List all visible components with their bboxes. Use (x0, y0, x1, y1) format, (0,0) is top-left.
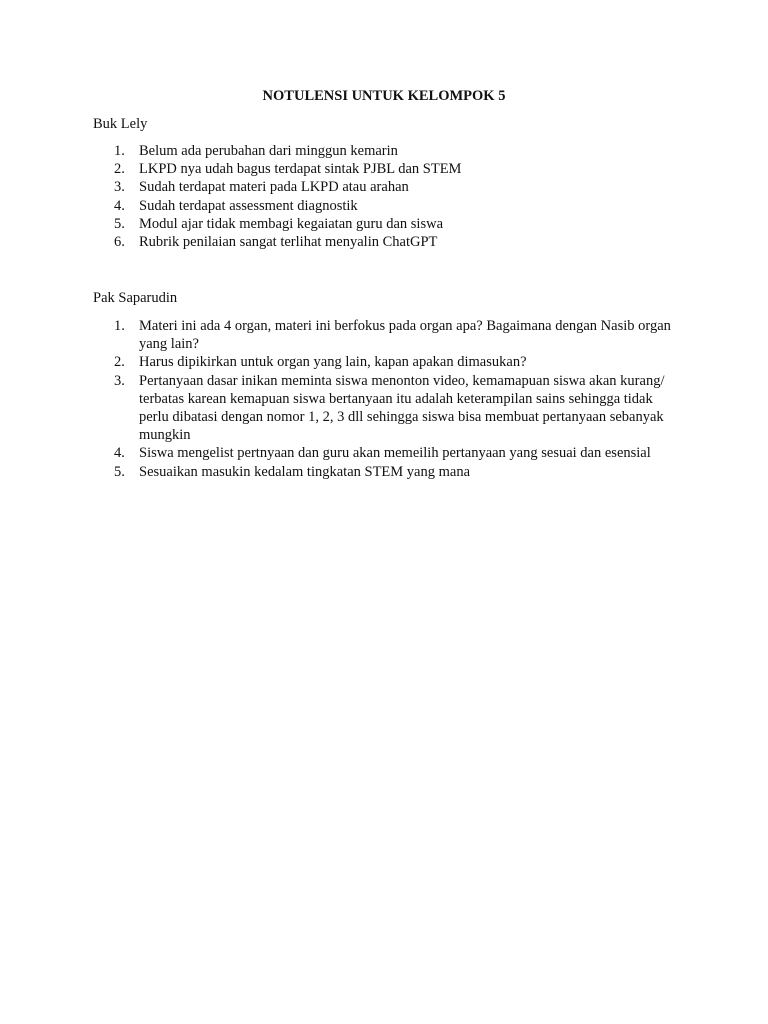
list-item (93, 178, 683, 196)
document-title: NOTULENSI UNTUK KELOMPOK 5 (262, 88, 506, 104)
notes-list-buk-lely (93, 142, 683, 251)
list-item-number: 2. (114, 354, 125, 371)
list-item-number: 4. (114, 445, 125, 462)
list-item (93, 197, 683, 215)
speaker-heading-buk-lely: Buk Lely (93, 116, 148, 132)
list-item (93, 463, 683, 481)
list-item (93, 317, 683, 353)
list-item-number: 3. (114, 179, 125, 196)
list-item-number: 5. (114, 215, 125, 232)
list-item-number: 1. (114, 143, 125, 159)
list-item-text: Sudah terdapat materi pada LKPD atau arahan (139, 179, 409, 196)
list-item-text: Materi ini ada 4 organ, materi ini berfokus pada organ apa? Bagaimana dengan Nasib organ yang lain? (139, 318, 671, 353)
list-item-number: 4. (114, 197, 125, 214)
list-item (93, 353, 683, 371)
notes-list-pak-saparudin (93, 317, 683, 481)
list-item-text: Belum ada perubahan dari minggun kemarin (139, 143, 398, 159)
list-item (93, 215, 683, 233)
list-item (93, 160, 683, 178)
list-item-text: Harus dipikirkan untuk organ yang lain, kapan apakan dimasukan? (139, 354, 527, 371)
list-item-number: 6. (114, 234, 125, 251)
speaker-heading-pak-saparudin: Pak Saparudin (93, 290, 178, 306)
list-item-text: Sudah terdapat assessment diagnostik (139, 197, 358, 214)
list-item (93, 233, 683, 251)
list-item (93, 444, 683, 462)
list-item-text: Siswa mengelist pertnyaan dan guru akan memeilih pertanyaan yang sesuai dan esensial (139, 445, 651, 462)
list-item-text: LKPD nya udah bagus terdapat sintak PJBL dan STEM (139, 161, 462, 178)
list-item (93, 372, 683, 445)
list-item-number: 1. (114, 318, 125, 334)
list-item-text: Pertanyaan dasar inikan meminta siswa menonton video, kemamapuan siswa akan kurang/ terbatas karean kemapuan siswa bertanyaan itu adalah keterampilan sains sehingga tidak perlu dibatasi dengan nomor 1, 2, 3 dll sehingga siswa bisa membuat pertanyaan sebanyak mungkin (139, 372, 665, 444)
list-item-number: 5. (114, 463, 125, 480)
list-item-number: 3. (114, 372, 125, 389)
list-item-number: 2. (114, 161, 125, 178)
list-item-text: Modul ajar tidak membagi kegaiatan guru dan siswa (139, 215, 444, 232)
list-item (93, 142, 683, 160)
list-item-text: Sesuaikan masukin kedalam tingkatan STEM yang mana (139, 463, 471, 480)
list-item-text: Rubrik penilaian sangat terlihat menyalin ChatGPT (139, 234, 438, 251)
